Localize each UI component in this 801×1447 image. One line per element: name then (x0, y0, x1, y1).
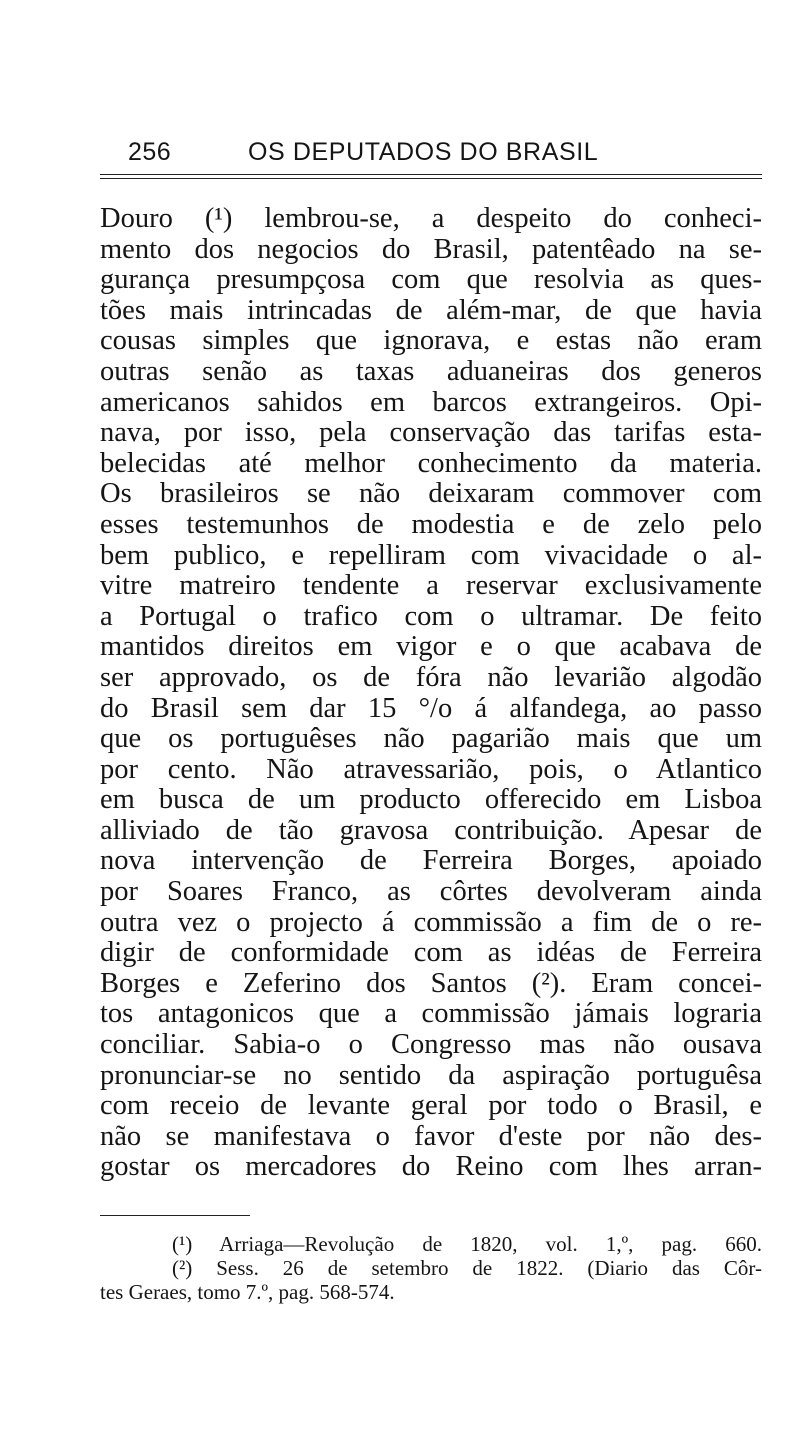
text-line: gurança presumpçosa com que resolvia as ques- (100, 264, 762, 296)
text-line: tões mais intrincadas de além-mar, de que havia (100, 294, 762, 326)
book-page (100, 130, 762, 1304)
text-line: em busca de um producto offerecido em Lisboa (100, 784, 762, 816)
page-number: 256 (128, 138, 172, 166)
text-line: a Portugal o trafico com o ultramar. De feito (100, 600, 762, 632)
header-double-rule (100, 174, 762, 179)
footnotes (100, 1232, 762, 1304)
text-line: do Brasil sem dar 15 °/o á alfandega, ao passo (100, 692, 762, 724)
text-line: com receio de levante geral por todo o Brasil, e (100, 1090, 762, 1122)
footnote-2-continuation: tes Geraes, tomo 7.º, pag. 568-574. (100, 1280, 395, 1304)
text-line: outras senão as taxas aduaneiras dos generos (100, 355, 762, 387)
text-line: belecidas até melhor conhecimento da materia. (100, 447, 762, 479)
text-line: esses testemunhos de modestia e de zelo pelo (100, 508, 762, 540)
text-line: nava, por isso, pela conservação das tarifas esta- (100, 417, 762, 449)
text-line: Douro (¹) lembrou-se, a despeito do conheci- (100, 203, 762, 234)
footnote-separator (100, 1215, 250, 1216)
running-title: OS DEPUTADOS DO BRASIL (248, 138, 599, 166)
text-line: mantidos direitos em vigor e o que acabava de (100, 631, 762, 663)
text-line: mento dos negocios do Brasil, patentêado na se- (100, 233, 762, 265)
text-line: conciliar. Sabia-o o Congresso mas não ousava (100, 1029, 762, 1061)
text-line: digir de conformidade com as idéas de Ferreira (100, 937, 762, 969)
text-line: nova intervenção de Ferreira Borges, apoiado (100, 845, 762, 877)
footnote-2: (²) Sess. 26 de setembro de 1822. (Diario das Côr- (172, 1256, 762, 1280)
text-line: gostar os mercadores do Reino com lhes arran- (100, 1151, 762, 1183)
text-line: Os brasileiros se não deixaram commover com (100, 478, 762, 510)
text-line: tos antagonicos que a commissão jámais lograria (100, 998, 762, 1030)
text-line: não se manifestava o favor d'este por não des- (100, 1120, 762, 1152)
text-line: Borges e Zeferino dos Santos (²). Eram concei- (100, 967, 762, 999)
text-line: vitre matreiro tendente a reservar exclusivamente (100, 570, 762, 602)
footnote-1: (¹) Arriaga—Revolução de 1820, vol. 1,º, pag. 660. (172, 1232, 762, 1256)
text-line: bem publico, e repelliram com vivacidade o al- (100, 539, 762, 571)
body-text (100, 204, 762, 1183)
text-line: ser approvado, os de fóra não levarião algodão (100, 661, 762, 693)
page-header (100, 130, 762, 170)
text-line: por Soares Franco, as côrtes devolveram ainda (100, 876, 762, 908)
text-line: por cento. Não atravessarião, pois, o Atlantico (100, 753, 762, 785)
text-line: americanos sahidos em barcos extrangeiros. Opi- (100, 386, 762, 418)
text-line: que os portuguêses não pagarião mais que um (100, 723, 762, 755)
text-line: outra vez o projecto á commissão a fim de o re- (100, 906, 762, 938)
text-line: alliviado de tão gravosa contribuição. Apesar de (100, 814, 762, 846)
text-line: pronunciar-se no sentido da aspiração portuguêsa (100, 1059, 762, 1091)
text-line: cousas simples que ignorava, e estas não eram (100, 325, 762, 357)
